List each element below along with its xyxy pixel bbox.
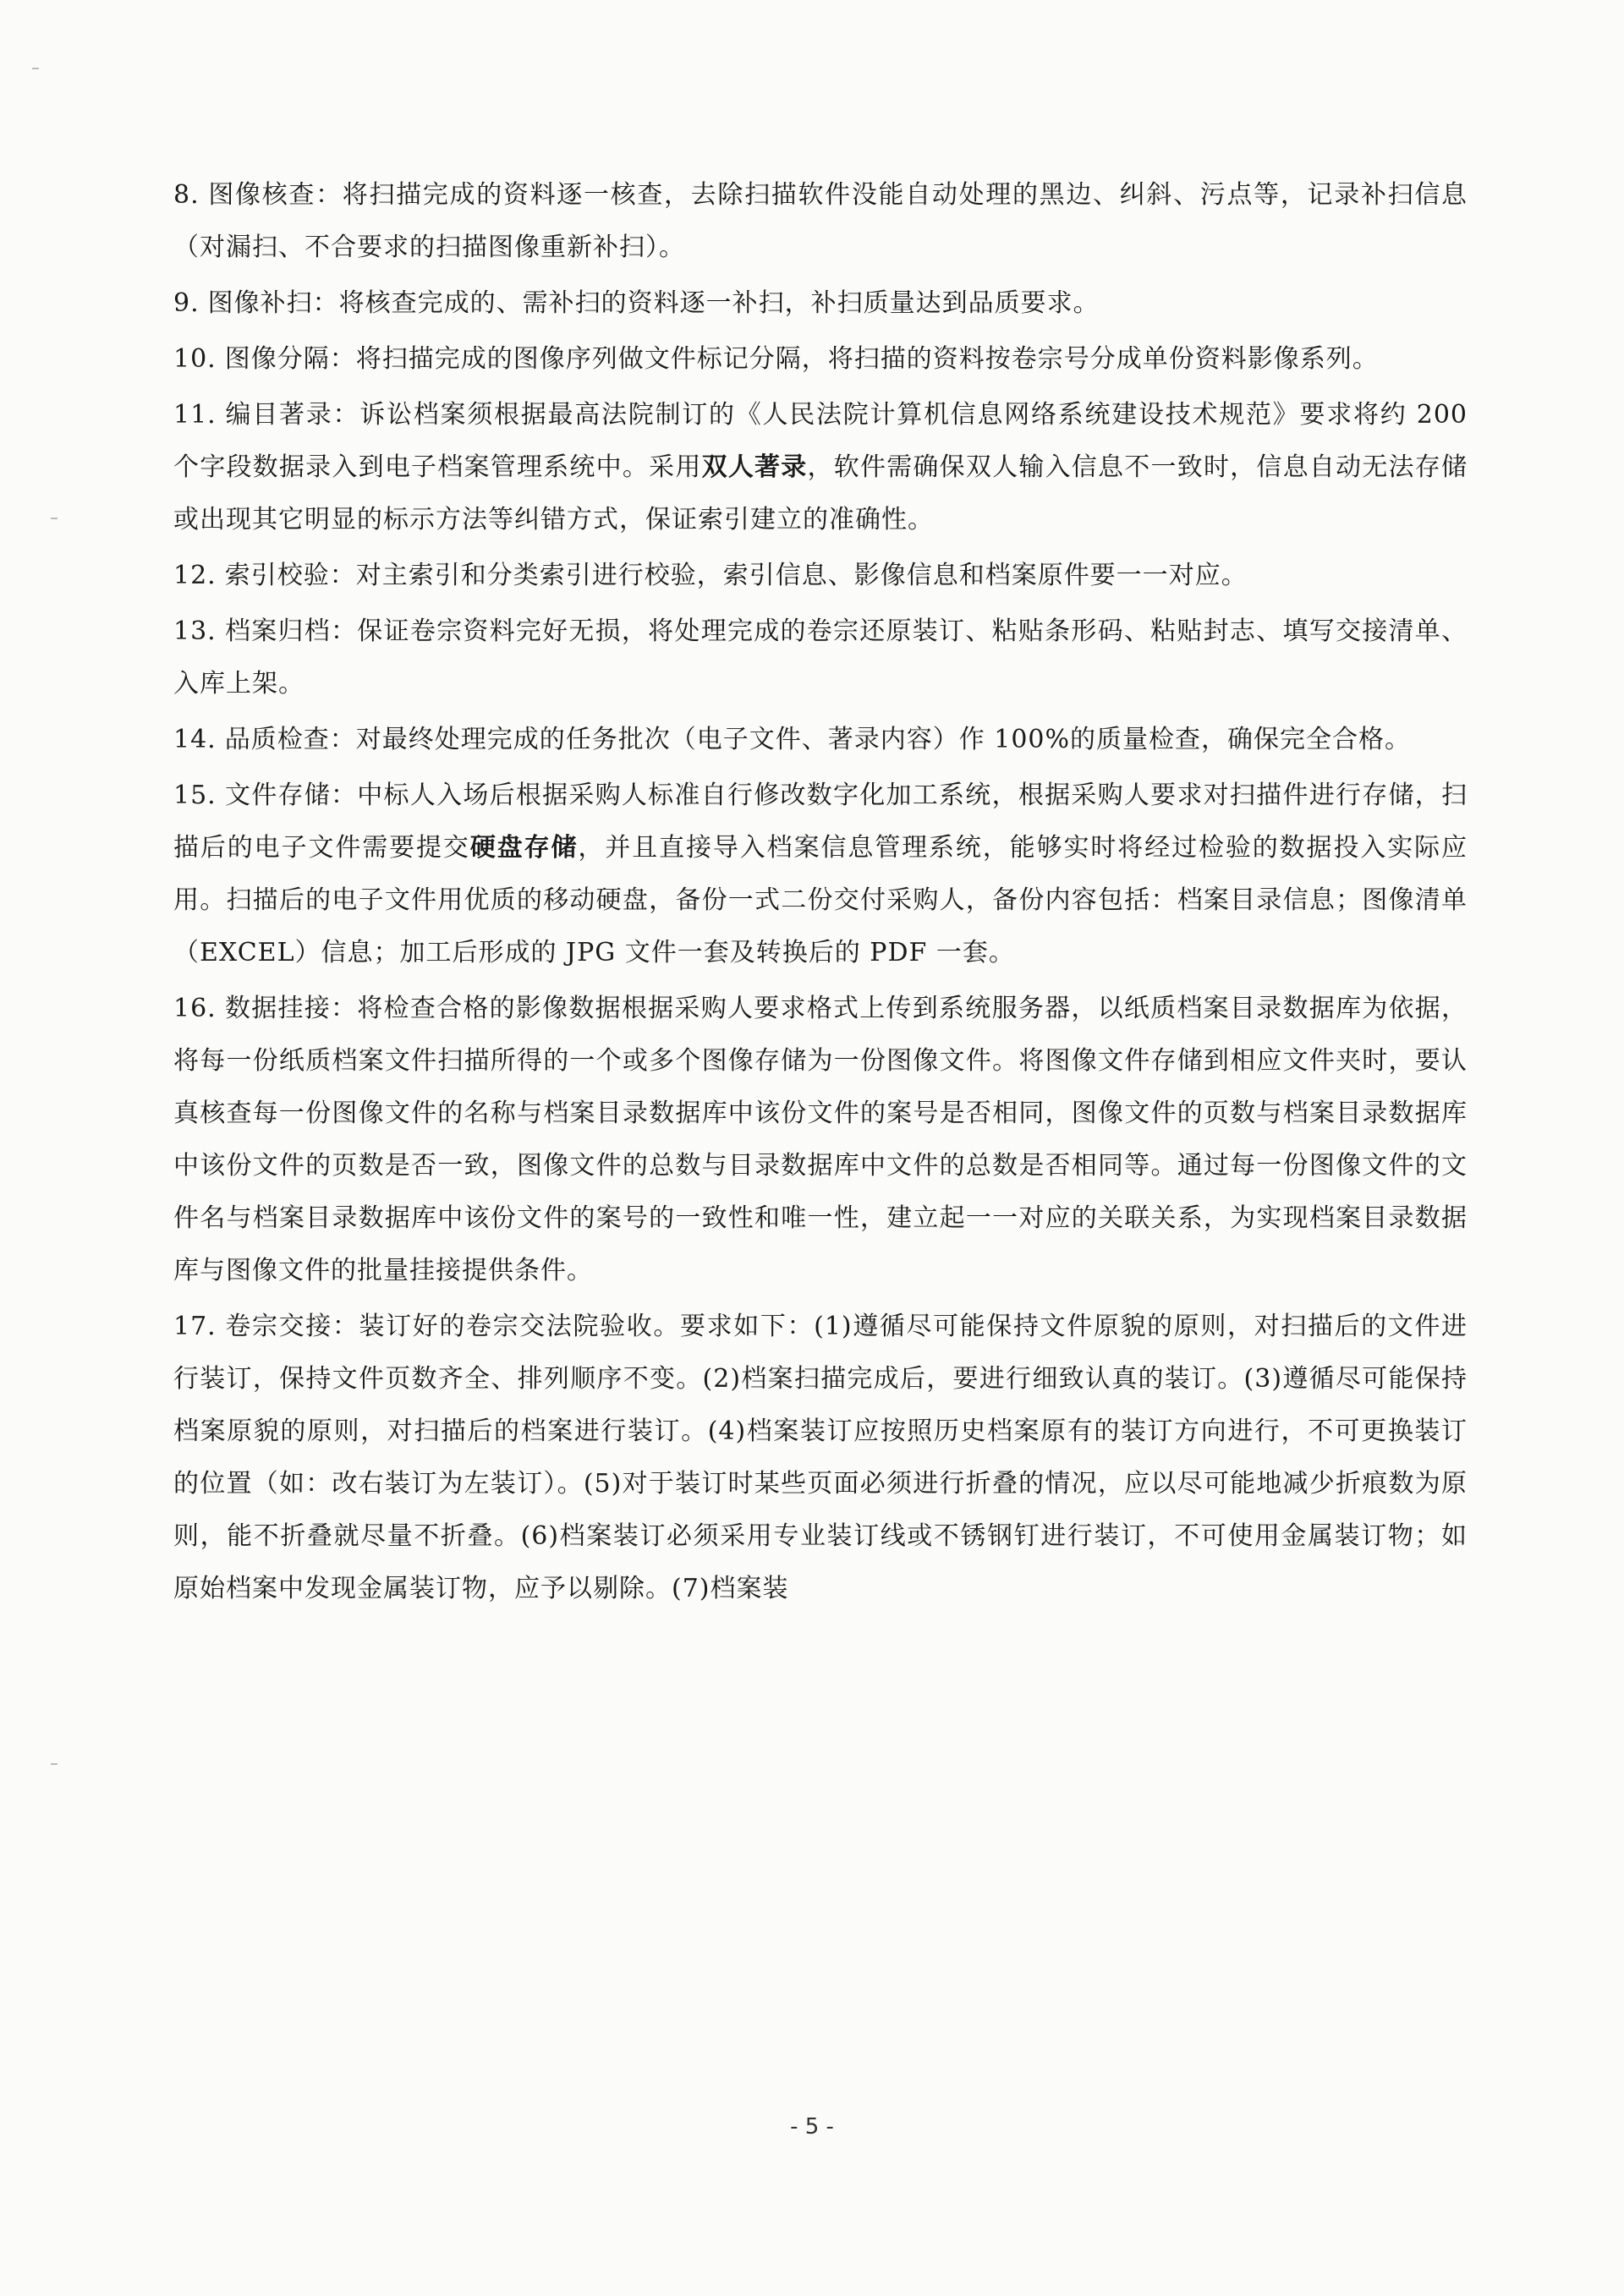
list-item (173, 550, 1468, 602)
item-title: 索引校验： (224, 561, 356, 590)
item-number: 9. (173, 288, 200, 318)
item-text: 保证卷宗资料完好无损，将处理完成的卷宗还原装订、粘贴条形码、粘贴封志、填写交接清单、入库上架。 (173, 616, 1468, 699)
document-body (173, 169, 1468, 1619)
item-text: 诉讼档案须根据最高法院制订的《人民法院计算机信息网络系统建设技术规范》要求将约 200 个字段数据录入到电子档案管理系统中。采用 (173, 400, 1468, 482)
item-number: 10. (173, 344, 217, 374)
list-item (173, 389, 1468, 546)
item-title: 图像核查： (207, 180, 343, 210)
item-emphasis: 双人著录 (701, 452, 808, 482)
item-number: 16. (173, 994, 217, 1023)
item-number: 14. (173, 725, 217, 754)
list-item (173, 169, 1468, 274)
item-title: 图像分隔： (224, 344, 356, 374)
item-emphasis: 硬盘存储 (469, 833, 579, 863)
item-number: 11. (173, 400, 217, 430)
list-item (173, 983, 1468, 1297)
item-title: 品质检查： (224, 725, 356, 754)
item-title: 文件存储： (224, 781, 358, 810)
item-number: 12. (173, 561, 217, 590)
list-item (173, 606, 1468, 710)
item-text: 将扫描完成的图像序列做文件标记分隔，将扫描的资料按卷宗号分成单份资料影像系列。 (355, 344, 1379, 374)
item-text: 对最终处理完成的任务批次（电子文件、著录内容）作 100%的质量检查，确保完全合格。 (355, 725, 1412, 754)
scan-mark (32, 68, 39, 69)
item-number: 15. (173, 781, 217, 810)
item-text: ，软件需确保双人输入信息不一致时，信息自动无法存储或出现其它明显的标示方法等纠错方式，保证索引建立的准确性。 (173, 452, 1468, 534)
item-number: 17. (173, 1312, 217, 1341)
item-text: ，并且直接导入档案信息管理系统，能够实时将经过检验的数据投入实际应用。扫描后的电子文件用优质的移动硬盘，备份一式二份交付采购人，备份内容包括：档案目录信息；图像清单（EXCEL）信息；加工后形成的 JPG 文件一套及转换后的 PDF 一套。 (173, 833, 1468, 967)
item-text: 将检查合格的影像数据根据采购人要求格式上传到系统服务器，以纸质档案目录数据库为依据，将每一份纸质档案文件扫描所得的一个或多个图像存储为一份图像文件。将图像文件存储到相应文件夹时，要认真核查每一份图像文件的名称与档案目录数据库中该份文件的案号是否相同，图像文件的页数与档案目录数据库中该份文件的页数是否一致，图像文件的总数与目录数据库中文件的总数是否相同等。通过每一份图像文件的文件名与档案目录数据库中该份文件的案号的一致性和唯一性，建立起一一对应的关联关系，为实现档案目录数据库与图像文件的批量挂接提供条件。 (173, 994, 1468, 1285)
item-title: 图像补扫： (207, 288, 339, 318)
list-item (173, 770, 1468, 979)
list-item (173, 714, 1468, 766)
item-number: 13. (173, 616, 217, 646)
list-item (173, 1301, 1468, 1615)
item-title: 档案归档： (224, 616, 358, 646)
item-title: 数据挂接： (224, 994, 358, 1023)
item-text: 装订好的卷宗交法院验收。要求如下：(1)遵循尽可能保持文件原貌的原则，对扫描后的文件进行装订，保持文件页数齐全、排列顺序不变。(2)档案扫描完成后，要进行细致认真的装订。(3)遵循尽可能保持档案原貌的原则，对扫描后的档案进行装订。(4)档案装订应按照历史档案原有的装订方向进行，不可更换装订的位置（如：改右装订为左装订）。(5)对于装订时某些页面必须进行折叠的情况，应以尽可能地减少折痕数为原则，能不折叠就尽量不折叠。(6)档案装订必须采用专业装订线或不锈钢钉进行装订，不可使用金属装订物；如原始档案中发现金属装订物，应予以剔除。(7)档案装 (173, 1312, 1468, 1603)
item-text: 将扫描完成的资料逐一核查，去除扫描软件没能自动处理的黑边、纠斜、污点等，记录补扫信息（对漏扫、不合要求的扫描图像重新补扫）。 (173, 180, 1468, 262)
scan-mark (51, 518, 58, 519)
page-number: - 5 - (790, 2114, 834, 2140)
item-text: 对主索引和分类索引进行校验，索引信息、影像信息和档案原件要一一对应。 (355, 561, 1248, 590)
list-item (173, 333, 1468, 386)
scan-mark (51, 1763, 58, 1765)
list-item (173, 277, 1468, 330)
item-number: 8. (173, 180, 200, 210)
item-title: 卷宗交接： (224, 1312, 359, 1341)
item-title: 编目著录： (224, 400, 360, 430)
item-text: 将核查完成的、需补扫的资料逐一补扫，补扫质量达到品质要求。 (338, 288, 1100, 318)
item-text: 中标人入场后根据采购人标准自行修改数字化加工系统，根据采购人要求对扫描件进行存储，扫描后的电子文件需要提交 (173, 781, 1468, 863)
